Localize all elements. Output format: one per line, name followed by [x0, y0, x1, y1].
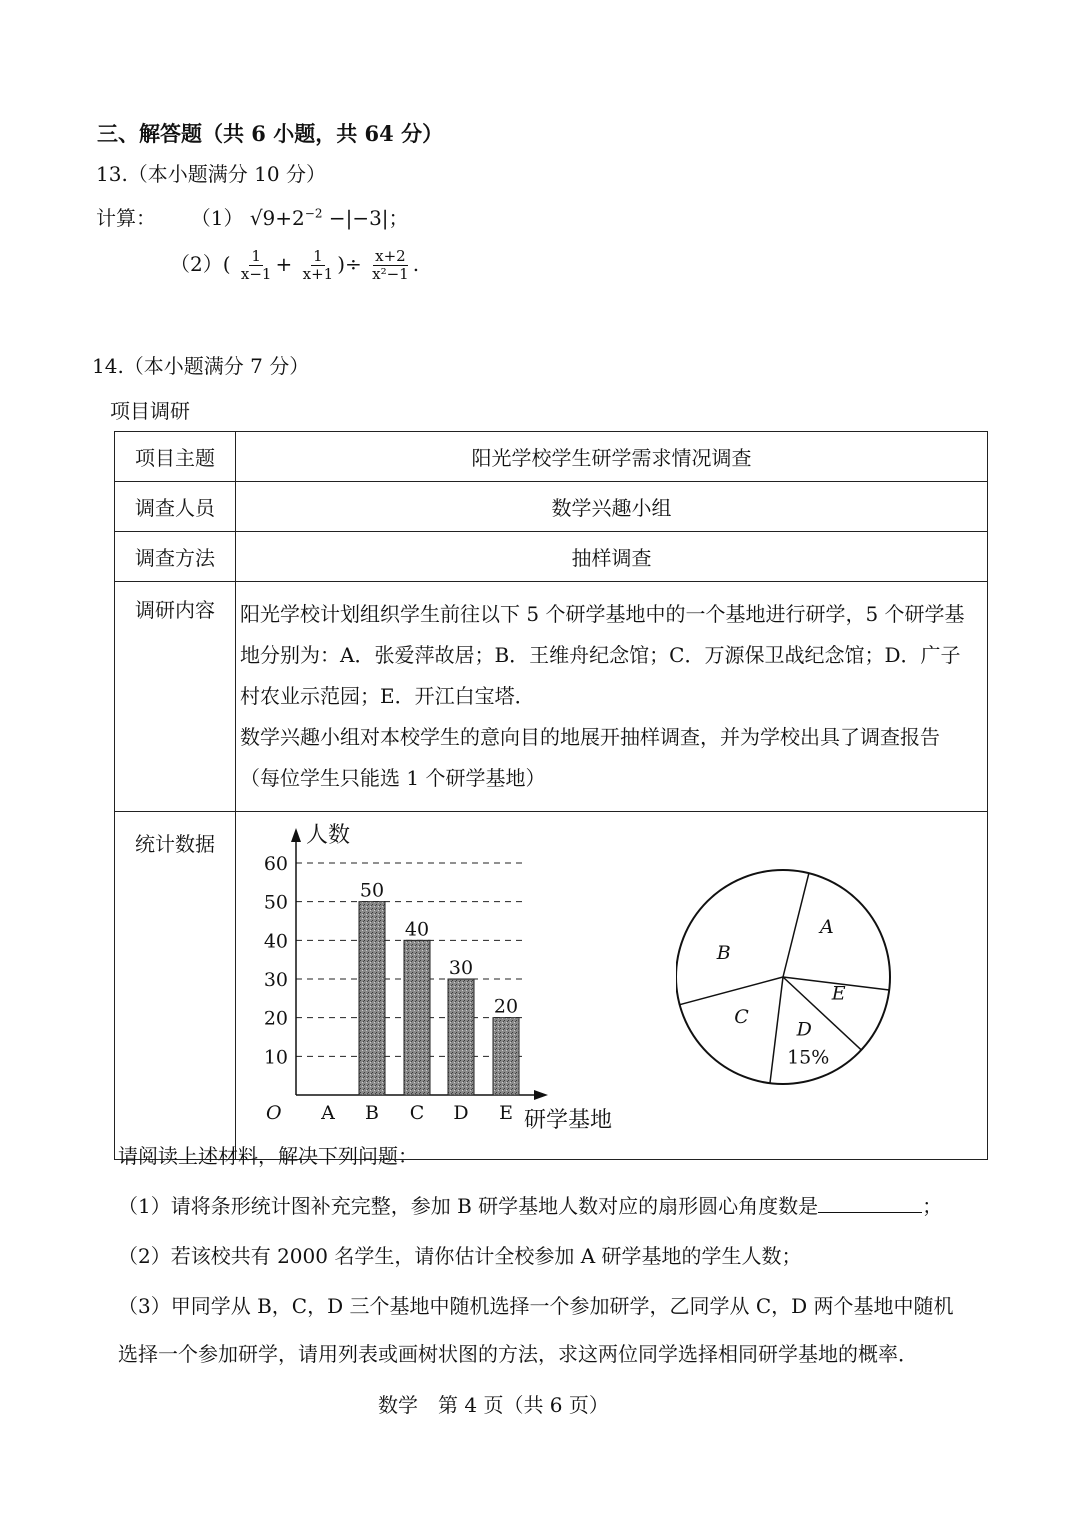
y-tick-label: 10 — [263, 1046, 288, 1069]
q14-question-2: （2）若该校共有 2000 名学生，请你估计全校参加 A 研学基地的学生人数； — [118, 1244, 802, 1268]
y-tick-label: 40 — [263, 930, 288, 953]
q14-prompt: 请阅读上述材料，解决下列问题： — [118, 1144, 418, 1168]
pie-slice-label: D — [796, 1018, 812, 1041]
part1-number: （1） — [190, 206, 244, 230]
row-label-surveyors: 调查人员 — [115, 482, 236, 532]
y-tick-label: 50 — [263, 891, 288, 914]
q14-subtitle: 项目调研 — [110, 399, 190, 423]
survey-table — [114, 431, 988, 1160]
bar-value-label: 40 — [404, 918, 430, 941]
part2-number: （2） — [170, 252, 223, 276]
row-label-topic: 项目主题 — [115, 432, 236, 482]
bar — [448, 979, 474, 1095]
content-line: （每位学生只能选 1 个研学基地） — [240, 766, 546, 790]
q14-header: 14.（本小题满分 7 分） — [92, 354, 310, 378]
row-label-statistics: 统计数据 — [115, 812, 236, 1160]
answer-blank[interactable] — [818, 1192, 922, 1213]
y-tick-label: 30 — [263, 969, 288, 991]
y-axis-title: 人数 — [306, 823, 351, 848]
part1-rest: −|−3|； — [322, 206, 409, 230]
part1-exponent: −2 — [304, 206, 323, 221]
y-tick-label: 20 — [263, 1007, 288, 1030]
part2-end: . — [412, 252, 420, 276]
y-tick-label: 60 — [263, 853, 288, 875]
x-tick-label: D — [453, 1102, 469, 1124]
fraction-3: $\frac{x+2}{\text{x²−1}}$ — [372, 247, 409, 283]
pie-slice-label: C — [734, 1006, 749, 1029]
pie-slice-label: B — [716, 941, 731, 964]
bar-value-label: 30 — [448, 957, 474, 979]
content-line: 地分别为：A．张爱萍故居；B．王维舟纪念馆；C．万源保卫战纪念馆；D．广子 — [240, 643, 961, 667]
plus-sign: + — [275, 252, 293, 276]
part2-open-paren: ( — [222, 252, 231, 276]
y-axis-arrow — [291, 828, 301, 842]
row-value-statistics — [236, 812, 988, 1160]
divide-sign: )÷ — [337, 252, 362, 276]
x-tick-label: C — [409, 1102, 425, 1124]
bar — [359, 902, 385, 1095]
x-tick-label: E — [499, 1102, 513, 1124]
bar-value-label: 50 — [359, 879, 385, 902]
q14-question-3-line2: 选择一个参加研学，请用列表或画树状图的方法，求这两位同学选择相同研学基地的概率． — [118, 1342, 918, 1366]
q14-question-1: （1）请将条形统计图补充完整，参加 B 研学基地人数对应的扇形圆心角度数是 ； — [118, 1194, 943, 1218]
bar-chart — [236, 812, 636, 1142]
x-tick-label: A — [321, 1102, 335, 1124]
x-axis-arrow — [534, 1090, 548, 1100]
row-value-surveyors: 数学兴趣小组 — [236, 482, 988, 532]
row-label-content: 调研内容 — [115, 582, 236, 812]
row-label-method: 调查方法 — [115, 532, 236, 582]
fraction-1: $\frac{1}{x-1}$ — [240, 247, 272, 283]
part1-expression: √9+2 — [249, 206, 305, 230]
q14-question-3-line1: （3）甲同学从 B，C，D 三个基地中随机选择一个参加研学，乙同学从 C，D 两个基地中随机 — [118, 1294, 954, 1318]
row-value-content — [236, 582, 988, 812]
bar — [404, 940, 430, 1095]
section-heading: 三、解答题（共 6 小题，共 64 分） — [97, 121, 444, 146]
bar — [493, 1018, 519, 1095]
content-line: 阳光学校计划组织学生前往以下 5 个研学基地中的一个基地进行研学，5 个研学基 — [240, 602, 965, 626]
x-axis-title: 研学基地 — [524, 1108, 613, 1133]
q13-part1 — [96, 202, 409, 231]
content-line: 数学兴趣小组对本校学生的意向目的地展开抽样调查，并为学校出具了调查报告 — [240, 725, 940, 749]
row-value-topic: 阳光学校学生研学需求情况调查 — [236, 432, 988, 482]
content-line: 村农业示范园；E．开江白宝塔． — [240, 684, 535, 708]
fraction-2: $\frac{1}{x+1}$ — [302, 247, 334, 283]
pie-chart — [676, 812, 976, 1142]
pie-slice-label: A — [819, 916, 834, 939]
q13-header: 13.（本小题满分 10 分） — [96, 162, 326, 186]
pie-slice-percent: 15% — [787, 1046, 830, 1069]
row-value-method: 抽样调查 — [236, 532, 988, 582]
calc-label: 计算： — [96, 206, 156, 230]
q13-part2 — [170, 248, 419, 283]
pie-slice-label: E — [831, 982, 846, 1005]
x-tick-label: B — [365, 1102, 379, 1124]
origin-label: O — [266, 1102, 282, 1124]
bar-value-label: 20 — [493, 995, 519, 1018]
page-footer: 数学 第 4 页（共 6 页） — [378, 1393, 609, 1417]
